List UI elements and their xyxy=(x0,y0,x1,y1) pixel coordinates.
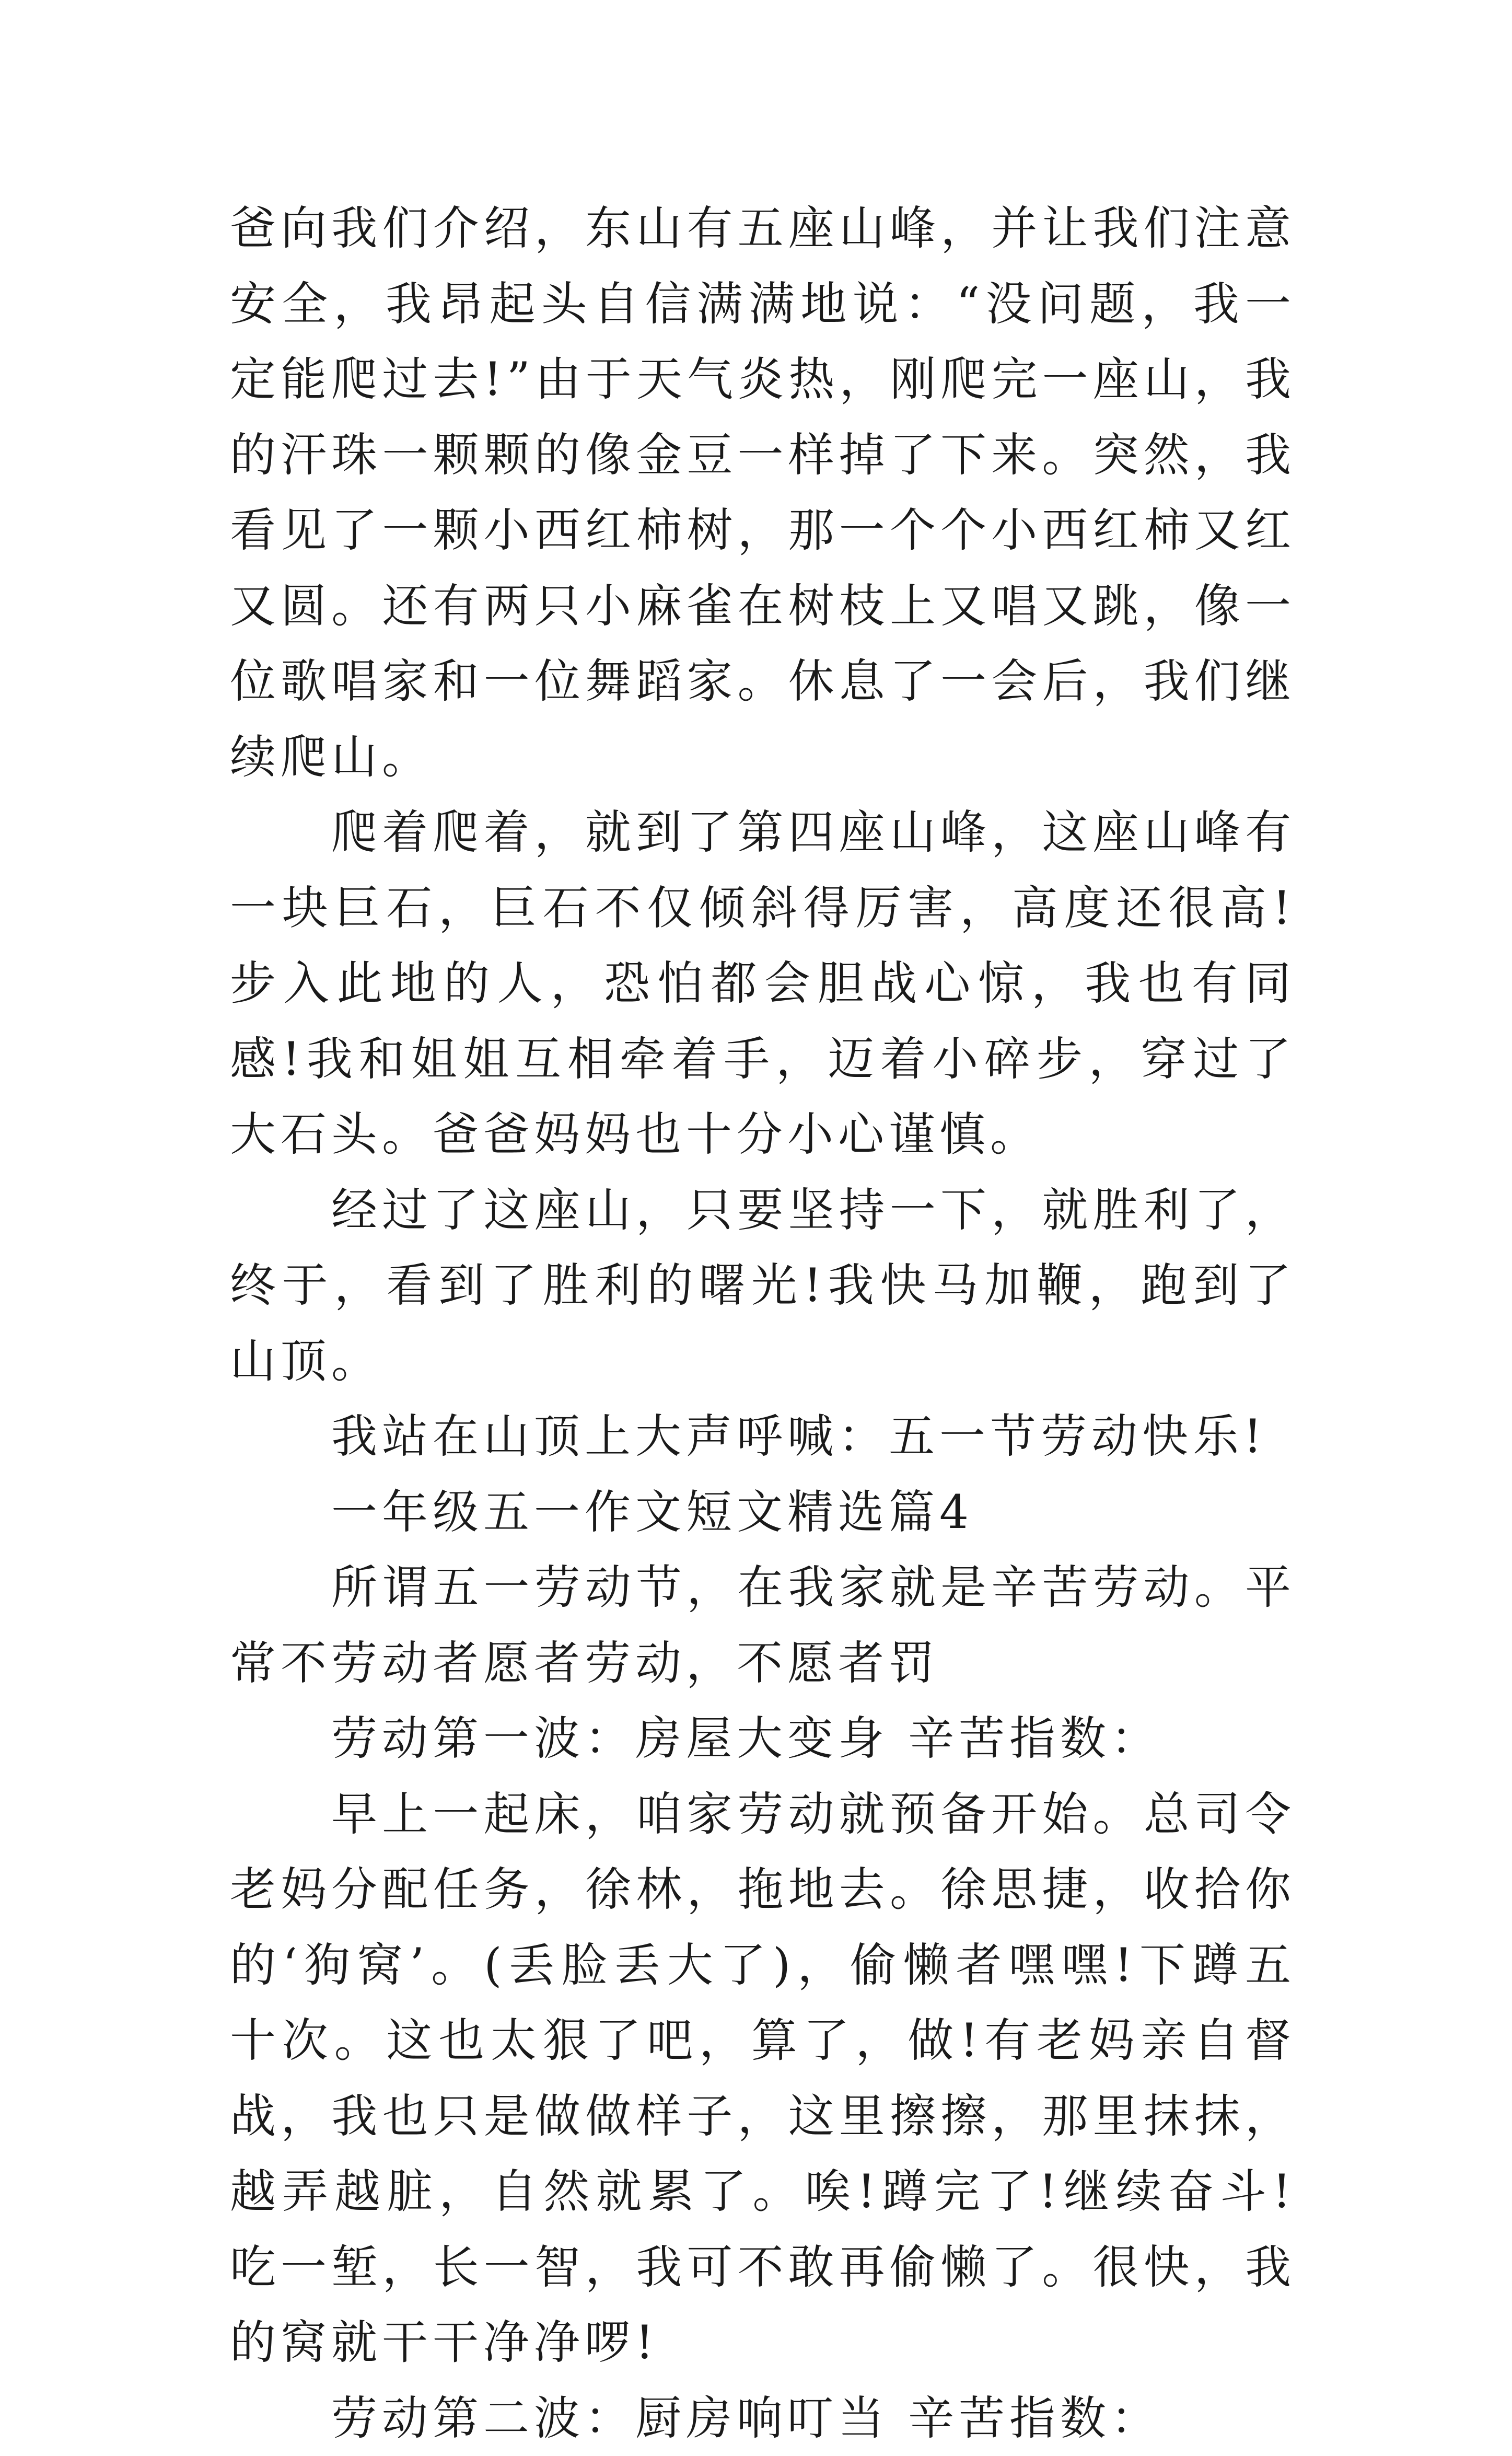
paragraph-2: 爬着爬着，就到了第四座山峰，这座山峰有一块巨石，巨石不仅倾斜得厉害，高度还很高!步入此地的人，恐怕都会胆战心惊，我也有同感!我和姐姐互相牵着手，迈着小碎步，穿过了大石头。爸爸妈妈也十分小心谨慎。 xyxy=(230,795,1296,1173)
paragraph-6: 早上一起床，咱家劳动就预备开始。总司令老妈分配任务，徐林，拖地去。徐思捷，收拾你的‘狗窝’。(丢脸丢大了)，偷懒者嘿嘿!下蹲五十次。这也太狠了吧，算了，做!有老妈亲自督战，我也只是做做样子，这里擦擦，那里抹抹，越弄越脏，自然就累了。唉!蹲完了!继续奋斗!吃一堑，长一智，我可不敢再偷懒了。很快，我的窝就干干净净啰! xyxy=(230,1777,1296,2381)
paragraph-5: 所谓五一劳动节，在我家就是辛苦劳动。平常不劳动者愿者劳动，不愿者罚 xyxy=(230,1550,1296,1701)
paragraph-4: 我站在山顶上大声呼喊：五一节劳动快乐! xyxy=(230,1399,1296,1475)
paragraph-3: 经过了这座山，只要坚持一下，就胜利了，终于，看到了胜利的曙光!我快马加鞭，跑到了山顶。 xyxy=(230,1173,1296,1399)
paragraph-1: 爸向我们介绍，东山有五座山峰，并让我们注意安全，我昂起头自信满满地说：“没问题，我一定能爬过去!”由于天气炎热，刚爬完一座山，我的汗珠一颗颗的像金豆一样掉了下来。突然，我看见了一颗小西红柿树，那一个个小西红柿又红又圆。还有两只小麻雀在树枝上又唱又跳，像一位歌唱家和一位舞蹈家。休息了一会后，我们继续爬山。 xyxy=(230,191,1296,795)
document-body xyxy=(230,191,1296,2456)
subheading-wave-2: 劳动第二波：厨房响叮当 辛苦指数： xyxy=(230,2381,1296,2456)
section-heading: 一年级五一作文短文精选篇4 xyxy=(230,1475,1296,1550)
subheading-wave-1: 劳动第一波：房屋大变身 辛苦指数： xyxy=(230,1701,1296,1777)
